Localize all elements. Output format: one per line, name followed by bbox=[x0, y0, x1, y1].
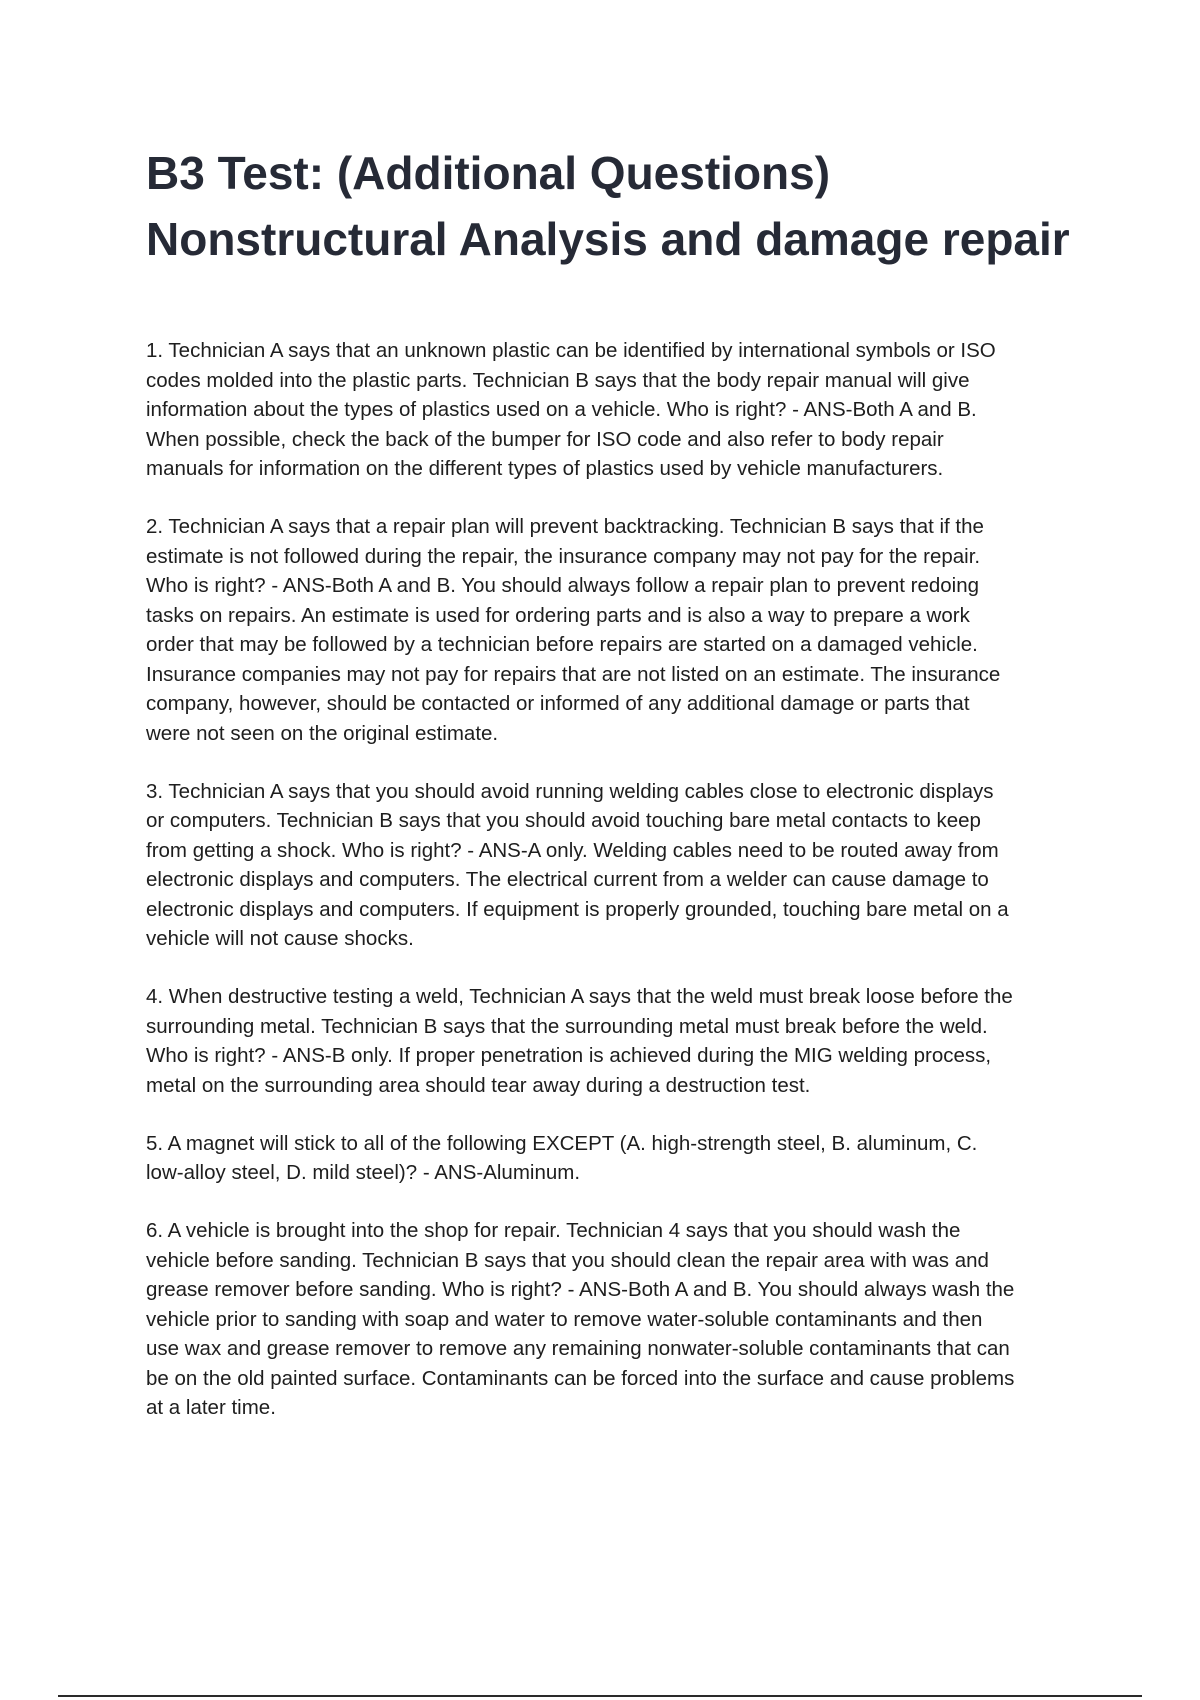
question-text-line: electronic displays and computers. If equipment is properly grounded, touching bare metal on a bbox=[146, 897, 1009, 921]
question-text-line: or computers. Technician B says that you should avoid touching bare metal contacts to keep bbox=[146, 809, 981, 832]
question-text-line: order that may be followed by a technician before repairs are started on a damaged vehicle. bbox=[146, 633, 978, 656]
title-line: Nonstructural Analysis and damage repair bbox=[146, 213, 1070, 265]
question-text-line: Who is right? - ANS-B only. If proper penetration is achieved during the MIG welding process, bbox=[146, 1044, 992, 1067]
question-text-line: manuals for information on the different types of plastics used by vehicle manufacturers. bbox=[146, 457, 944, 480]
question-text-line: metal on the surrounding area should tear away during a destruction test. bbox=[146, 1073, 811, 1097]
question-item-4 bbox=[146, 982, 1096, 1100]
question-list bbox=[146, 336, 1096, 1451]
question-text-line: 2. Technician A says that a repair plan will prevent backtracking. Technician B says that if the bbox=[146, 515, 984, 538]
question-text-line: electronic displays and computers. The electrical current from a welder can cause damage to bbox=[146, 868, 989, 891]
question-item-5 bbox=[146, 1129, 1096, 1188]
question-item-6 bbox=[146, 1216, 1096, 1423]
question-text-line: 5. A magnet will stick to all of the following EXCEPT (A. high-strength steel, B. aluminum, C. bbox=[146, 1131, 978, 1155]
question-text-line: estimate is not followed during the repair, the insurance company may not pay for the repair. bbox=[146, 544, 981, 568]
question-text-line: information about the types of plastics used on a vehicle. Who is right? - ANS-Both A and B. bbox=[146, 398, 977, 421]
title-line: B3 Test: (Additional Questions) bbox=[146, 147, 831, 199]
question-text-line: Insurance companies may not pay for repairs that are not listed on an estimate. The insurance bbox=[146, 662, 1001, 686]
question-text-line: vehicle prior to sanding with soap and water to remove water-soluble contaminants and then bbox=[146, 1307, 983, 1331]
question-text-line: 6. A vehicle is brought into the shop for repair. Technician 4 says that you should wash the bbox=[146, 1219, 961, 1242]
question-text-line: from getting a shock. Who is right? - ANS-A only. Welding cables need to be routed away from bbox=[146, 838, 999, 862]
question-item-1 bbox=[146, 336, 1096, 484]
question-text-line: were not seen on the original estimate. bbox=[146, 721, 499, 745]
question-text-line: 1. Technician A says that an unknown plastic can be identified by international symbols or ISO bbox=[146, 339, 996, 362]
question-text-line: low-alloy steel, D. mild steel)? - ANS-Aluminum. bbox=[146, 1161, 581, 1184]
question-text-line: use wax and grease remover to remove any remaining nonwater-soluble contaminants that can bbox=[146, 1337, 1010, 1360]
question-text-line: vehicle before sanding. Technician B says that you should clean the repair area with was and bbox=[146, 1248, 989, 1272]
question-text-line: codes molded into the plastic parts. Technician B says that the body repair manual will give bbox=[146, 368, 970, 392]
question-text-line: surrounding metal. Technician B says that the surrounding metal must break before the weld. bbox=[146, 1014, 988, 1038]
question-item-3 bbox=[146, 777, 1096, 954]
footer-divider bbox=[58, 1695, 1142, 1697]
question-text-line: company, however, should be contacted or informed of any additional damage or parts that bbox=[146, 692, 970, 715]
question-text-line: grease remover before sanding. Who is right? - ANS-Both A and B. You should always wash the bbox=[146, 1278, 1015, 1301]
question-text-line: be on the old painted surface. Contaminants can be forced into the surface and cause problems bbox=[146, 1366, 1015, 1390]
page-title bbox=[146, 140, 1126, 272]
question-text-line: Who is right? - ANS-Both A and B. You should always follow a repair plan to prevent redoing bbox=[146, 574, 980, 597]
question-text-line: tasks on repairs. An estimate is used for ordering parts and is also a way to prepare a work bbox=[146, 603, 970, 627]
question-text-line: 4. When destructive testing a weld, Technician A says that the weld must break loose before the bbox=[146, 985, 1013, 1008]
question-text-line: When possible, check the back of the bumper for ISO code and also refer to body repair bbox=[146, 427, 944, 451]
question-item-2 bbox=[146, 512, 1096, 748]
question-text-line: 3. Technician A says that you should avoid running welding cables close to electronic displays bbox=[146, 779, 994, 803]
question-text-line: at a later time. bbox=[146, 1396, 276, 1419]
question-text-line: vehicle will not cause shocks. bbox=[146, 927, 414, 950]
